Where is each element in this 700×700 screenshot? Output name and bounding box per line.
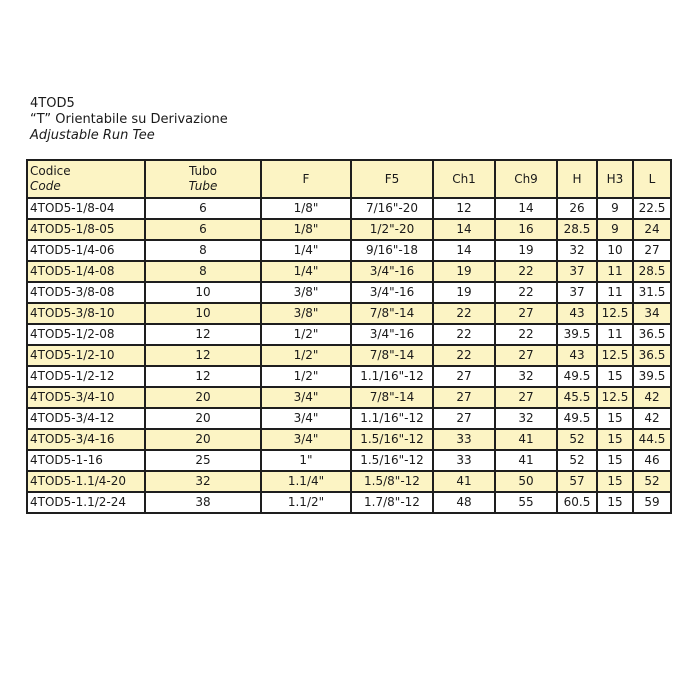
table-cell: 3/4"-16 [351,324,433,345]
table-cell: 52 [557,450,597,471]
table-cell: 3/4"-16 [351,261,433,282]
cell-code: 4TOD5-3/8-10 [27,303,145,324]
table-cell: 6 [145,198,261,219]
table-cell: 1/2" [261,366,351,387]
table-cell: 12 [145,366,261,387]
table-cell: 15 [597,408,633,429]
table-cell: 55 [495,492,557,513]
table-cell: 16 [495,219,557,240]
table-cell: 22.5 [633,198,671,219]
table-cell: 49.5 [557,408,597,429]
table-cell: 22 [433,345,495,366]
table-cell: 11 [597,324,633,345]
column-header-label: H3 [606,171,624,186]
table-cell: 8 [145,240,261,261]
table-cell: 32 [145,471,261,492]
table-cell: 15 [597,492,633,513]
product-code-title: 4TOD5 [30,96,75,111]
table-cell: 20 [145,408,261,429]
cell-code: 4TOD5-3/4-12 [27,408,145,429]
table-cell: 7/8"-14 [351,387,433,408]
table-cell: 33 [433,450,495,471]
table-cell: 22 [433,303,495,324]
table-cell: 6 [145,219,261,240]
table-cell: 43 [557,345,597,366]
table-row [27,219,671,240]
cell-code: 4TOD5-3/4-16 [27,429,145,450]
column-header-label: F [302,171,310,186]
table-cell: 42 [633,387,671,408]
table-cell: 57 [557,471,597,492]
table-cell: 38 [145,492,261,513]
table-cell: 15 [597,366,633,387]
table-cell: 10 [145,282,261,303]
column-header [495,160,557,198]
column-header-label: F5 [384,171,400,186]
table-cell: 20 [145,429,261,450]
table-cell: 48 [433,492,495,513]
table-cell: 39.5 [633,366,671,387]
column-header [633,160,671,198]
table-cell: 1.1/4" [261,471,351,492]
column-header-label: L [648,171,656,186]
table-cell: 27 [495,387,557,408]
table-cell: 27 [433,408,495,429]
table-cell: 10 [597,240,633,261]
table-cell: 1.1/16"-12 [351,366,433,387]
table-cell: 41 [495,450,557,471]
cell-code: 4TOD5-1.1/4-20 [27,471,145,492]
table-cell: 32 [495,366,557,387]
table-cell: 46 [633,450,671,471]
table-cell: 11 [597,282,633,303]
table-cell: 9/16"-18 [351,240,433,261]
table-row [27,345,671,366]
table-cell: 12.5 [597,303,633,324]
table-cell: 52 [557,429,597,450]
table-cell: 1.5/8"-12 [351,471,433,492]
column-header-label: Ch1 [452,171,476,186]
cell-code: 4TOD5-1/4-08 [27,261,145,282]
table-cell: 1/2" [261,324,351,345]
table-cell: 44.5 [633,429,671,450]
table-cell: 12 [145,324,261,345]
table-row [27,492,671,513]
product-heading [30,96,228,144]
table-cell: 27 [433,387,495,408]
cell-code: 4TOD5-1/8-04 [27,198,145,219]
cell-code: 4TOD5-1-16 [27,450,145,471]
table-cell: 36.5 [633,345,671,366]
table-cell: 14 [495,198,557,219]
column-header-label: Tubo [188,164,218,178]
table-cell: 3/4" [261,429,351,450]
table-cell: 3/4"-16 [351,282,433,303]
table-cell: 34 [633,303,671,324]
product-name-italian: “T” Orientabile su Derivazione [30,112,228,127]
table-cell: 27 [633,240,671,261]
column-header [597,160,633,198]
table-row [27,261,671,282]
cell-code: 4TOD5-3/8-08 [27,282,145,303]
table-cell: 37 [557,261,597,282]
table-cell: 1.1/16"-12 [351,408,433,429]
table-cell: 33 [433,429,495,450]
cell-code: 4TOD5-1/2-08 [27,324,145,345]
table-cell: 15 [597,450,633,471]
table-cell: 42 [633,408,671,429]
table-cell: 9 [597,198,633,219]
table-cell: 3/4" [261,387,351,408]
table-cell: 7/8"-14 [351,303,433,324]
table-body [27,198,671,513]
table-cell: 1.1/2" [261,492,351,513]
table-cell: 28.5 [557,219,597,240]
table-cell: 14 [433,240,495,261]
table-cell: 11 [597,261,633,282]
table-cell: 52 [633,471,671,492]
table-cell: 12.5 [597,345,633,366]
table-cell: 15 [597,429,633,450]
table-cell: 12 [433,198,495,219]
table-cell: 19 [495,240,557,261]
table-cell: 1/4" [261,261,351,282]
table-cell: 24 [633,219,671,240]
table-cell: 15 [597,471,633,492]
column-header [145,160,261,198]
table-cell: 22 [495,324,557,345]
cell-code: 4TOD5-1/4-06 [27,240,145,261]
table-cell: 19 [433,282,495,303]
table-cell: 32 [495,408,557,429]
table-row [27,324,671,345]
table-cell: 1/2"-20 [351,219,433,240]
table-cell: 12 [145,345,261,366]
table-cell: 27 [495,303,557,324]
table-cell: 31.5 [633,282,671,303]
column-header [351,160,433,198]
table-cell: 7/16"-20 [351,198,433,219]
table-row [27,366,671,387]
table-cell: 1" [261,450,351,471]
table-row [27,471,671,492]
column-header-label: Codice [30,164,71,178]
table-cell: 9 [597,219,633,240]
table-cell: 3/8" [261,303,351,324]
table-cell: 28.5 [633,261,671,282]
table-cell: 14 [433,219,495,240]
column-header-label: Ch9 [514,171,538,186]
column-header [557,160,597,198]
table-cell: 22 [495,282,557,303]
cell-code: 4TOD5-1.1/2-24 [27,492,145,513]
table-cell: 3/4" [261,408,351,429]
table-cell: 1.7/8"-12 [351,492,433,513]
table-cell: 49.5 [557,366,597,387]
column-header-label: H [572,171,582,186]
table-row [27,303,671,324]
cell-code: 4TOD5-1/2-10 [27,345,145,366]
table-cell: 12.5 [597,387,633,408]
table-cell: 59 [633,492,671,513]
table-cell: 22 [433,324,495,345]
table-cell: 27 [495,345,557,366]
table-cell: 22 [495,261,557,282]
column-header-label-en: Code [30,179,61,193]
header-row [27,160,671,198]
table-cell: 26 [557,198,597,219]
spec-table [26,159,672,514]
table-cell: 32 [557,240,597,261]
table-row [27,198,671,219]
table-cell: 41 [433,471,495,492]
table-cell: 50 [495,471,557,492]
table-cell: 19 [433,261,495,282]
table-cell: 1/2" [261,345,351,366]
table-cell: 39.5 [557,324,597,345]
table-cell: 20 [145,387,261,408]
table-cell: 8 [145,261,261,282]
table-row [27,408,671,429]
cell-code: 4TOD5-1/8-05 [27,219,145,240]
product-name-english: Adjustable Run Tee [30,128,155,143]
column-header [27,160,145,198]
table-cell: 1/4" [261,240,351,261]
table-cell: 37 [557,282,597,303]
column-header [261,160,351,198]
table-cell: 25 [145,450,261,471]
table-cell: 36.5 [633,324,671,345]
table-row [27,387,671,408]
table-cell: 60.5 [557,492,597,513]
table-row [27,450,671,471]
table-cell: 1.5/16"-12 [351,450,433,471]
table-row [27,429,671,450]
table-row [27,240,671,261]
column-header-label-en: Tube [188,179,218,193]
table-cell: 1/8" [261,219,351,240]
table-cell: 27 [433,366,495,387]
cell-code: 4TOD5-1/2-12 [27,366,145,387]
table-cell: 10 [145,303,261,324]
table-cell: 3/8" [261,282,351,303]
table-cell: 43 [557,303,597,324]
table-row [27,282,671,303]
table-cell: 7/8"-14 [351,345,433,366]
table-cell: 1/8" [261,198,351,219]
cell-code: 4TOD5-3/4-10 [27,387,145,408]
table-header [27,160,671,198]
column-header [433,160,495,198]
table-cell: 41 [495,429,557,450]
table-cell: 45.5 [557,387,597,408]
table-cell: 1.5/16"-12 [351,429,433,450]
